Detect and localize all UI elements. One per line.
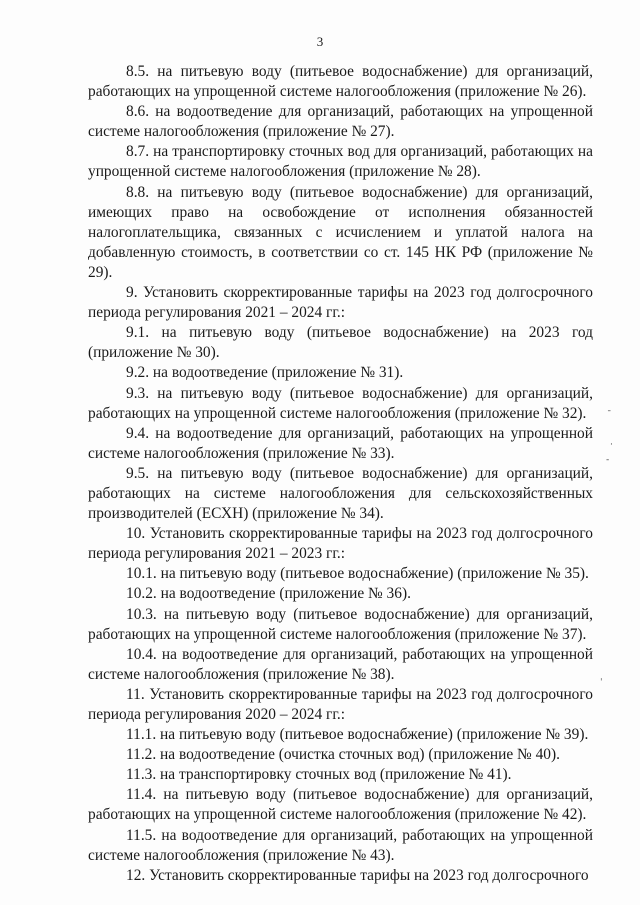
paragraph-10-2: 10.2. на водоотведение (приложение № 36).: [126, 585, 411, 603]
paragraph-9-2: 9.2. на водоотведение (приложение № 31).: [126, 364, 404, 382]
scan-mark: ˈ: [600, 678, 603, 688]
paragraph-8-5: 8.5. на питьевую воду (питьевое водоснабжение) для организаций, работающих на упрощенной системе налогообложения (приложение № 26).: [88, 63, 593, 101]
paragraph-10-3: 10.3. на питьевую воду (питьевое водоснабжение) для организаций, работающих на упрощенной системе налогообложения (приложение № 37).: [88, 605, 593, 643]
paragraph-11-4: 11.4. на питьевую воду (питьевое водоснабжение) для организаций, работающих на упрощенной системе налогообложения (приложение № 42).: [88, 786, 593, 824]
document-body: [88, 62, 593, 886]
paragraph-9-1: 9.1. на питьевую воду (питьевое водоснабжение) на 2023 год (приложение № 30).: [88, 324, 593, 362]
paragraph-8-7: 8.7. на транспортировку сточных вод для организаций, работающих на упрощенной системе налогообложения (приложение № 28).: [88, 143, 593, 181]
paragraph-11-2: 11.2. на водоотведение (очистка сточных вод) (приложение № 40).: [126, 746, 560, 764]
scan-mark: -: [606, 455, 610, 465]
paragraph-11-5: 11.5. на водоотведение для организаций, работающих на упрощенной системе налогообложения (приложение № 43).: [88, 826, 593, 864]
scan-mark: ·: [610, 440, 613, 450]
paragraph-8-6: 8.6. на водоотведение для организаций, работающих на упрощенной системе налогообложения (приложение № 27).: [88, 103, 593, 141]
paragraph-10: 10. Установить скорректированные тарифы на 2023 год долгосрочного периода регулирования 2021 – 2023 гг.:: [88, 525, 593, 563]
paragraph-8-8: 8.8. на питьевую воду (питьевое водоснабжение) для организаций, имеющих право на освобождение от исполнения обязанностей налогоплательщика, связанных с исчислением и уплатой налога на добавленную стоимость, в соответствии со ст. 145 НК РФ (приложение № 29).: [88, 183, 593, 281]
paragraph-11-3: 11.3. на транспортировку сточных вод (приложение № 41).: [126, 766, 512, 784]
paragraph-9-5: 9.5. на питьевую воду (питьевое водоснабжение) для организаций, работающих на системе налогообложения для сельскохозяйственных производителей (ЕСХН) (приложение № 34).: [88, 464, 593, 523]
paragraph-10-4: 10.4. на водоотведение для организаций, работающих на упрощенной системе налогообложения (приложение № 38).: [88, 645, 593, 683]
scan-mark: ¯: [607, 410, 612, 420]
paragraph-12: 12. Установить скорректированные тарифы на 2023 год долгосрочного: [126, 866, 589, 884]
paragraph-10-1: 10.1. на питьевую воду (питьевое водоснабжение) (приложение № 35).: [126, 565, 589, 583]
paragraph-9-4: 9.4. на водоотведение для организаций, работающих на упрощенной системе налогообложения (приложение № 33).: [88, 424, 593, 462]
paragraph-9: 9. Установить скорректированные тарифы на 2023 год долгосрочного периода регулирования 2021 – 2024 гг.:: [88, 284, 593, 322]
paragraph-11: 11. Установить скорректированные тарифы на 2023 год долгосрочного периода регулирования 2020 – 2024 гг.:: [88, 685, 593, 723]
page-number: 3: [316, 34, 324, 49]
paragraph-9-3: 9.3. на питьевую воду (питьевое водоснабжение) для организаций, работающих на упрощенной системе налогообложения (приложение № 32).: [88, 384, 593, 422]
paragraph-11-1: 11.1. на питьевую воду (питьевое водоснабжение) (приложение № 39).: [126, 726, 589, 744]
